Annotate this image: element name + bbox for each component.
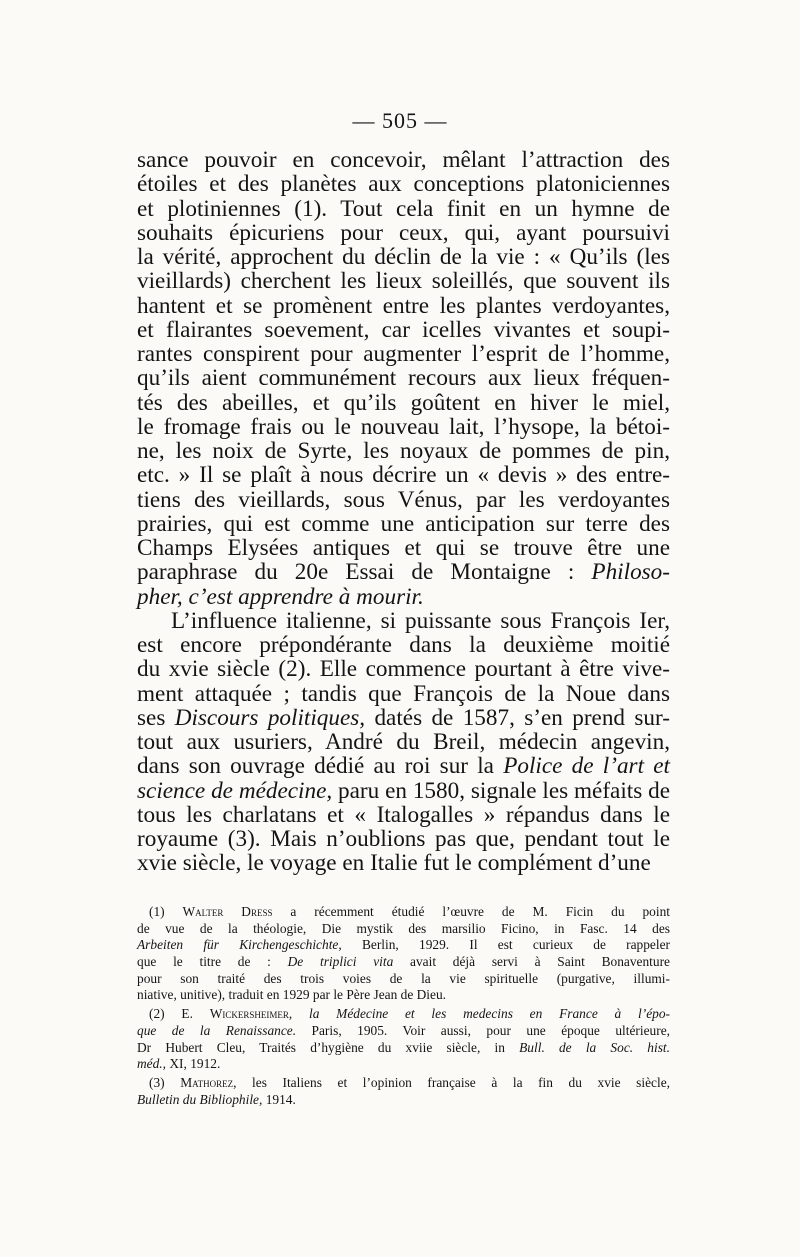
italic-text: De triplici vita	[287, 954, 394, 970]
text-line	[137, 779, 670, 803]
footnote-line	[137, 1040, 670, 1057]
body-text	[137, 148, 670, 876]
text-span: paru en 1580, signale les méfaits de	[332, 777, 670, 804]
italic-text: Philoso-	[591, 559, 670, 586]
text-line: est encore prépondérante dans la deuxième moitié	[137, 632, 670, 658]
text-line: sance pouvoir en concevoir, mêlant l’attraction des	[137, 147, 670, 173]
text-line	[137, 585, 670, 609]
text-line: et flairantes soevement, car icelles vivantes et soupi-	[137, 316, 670, 343]
text-line: tés des abeilles, et qu’ils goûtent en hiver le miel,	[137, 389, 670, 416]
text-line: tous les charlatans et « Italogalles » répandus dans le	[137, 801, 670, 828]
text-span: dans son ouvrage dédié au roi sur la	[137, 753, 504, 780]
text-span: (2) E.	[149, 1006, 210, 1022]
footnote-line: niative, unitive), traduit en 1929 par le Père Jean de Dieu.	[137, 987, 446, 1003]
text-line: étoiles et des planètes aux conceptions platoniciennes	[137, 171, 670, 198]
italic-text: Bulletin du Bibliophile,	[137, 1091, 263, 1107]
text-span: Paris, 1905. Voir aussi, pour une époque ultérieure,	[296, 1022, 670, 1038]
text-span: que le titre de :	[137, 954, 288, 970]
footnote-line: de vue de la théologie, Die mystik des marsilio Ficino, in Fasc. 14 des	[137, 920, 670, 936]
footnotes	[137, 904, 670, 1108]
text-line	[137, 754, 670, 778]
text-line	[137, 560, 670, 584]
italic-text: Discours politiques,	[174, 704, 366, 731]
author-name: Wickersheimer	[209, 1006, 289, 1022]
text-span: ses	[137, 704, 175, 731]
text-line: tiens des vieillards, sous Vénus, par les verdoyantes	[137, 486, 670, 513]
text-span: datés de 1587, s’en prend sur-	[365, 704, 670, 731]
italic-text: science de médecine,	[137, 777, 333, 804]
footnote-2	[137, 1006, 670, 1023]
text-line: royaume (3). Mais n’oublions pas que, pendant tout le	[137, 826, 670, 852]
footnote-line	[137, 937, 670, 954]
footnote-line: pour son traité des trois voies de la vie spirituelle (purgative, illumi-	[137, 970, 670, 986]
text-span: avait déjà servi à Saint Bonaventure	[393, 954, 670, 970]
text-line: ne, les noix de Syrte, les noyaux de pommes de pin,	[137, 438, 670, 464]
italic-text: pher, c’est apprendre à mourir.	[137, 583, 424, 610]
text-line: etc. » Il se plaît à nous décrire un « devis » des entre-	[137, 462, 670, 489]
footnote-line	[137, 1092, 670, 1109]
text-span: ,	[288, 1006, 309, 1022]
text-span: a récemment étudié l’œuvre de M. Ficin du point	[272, 904, 671, 919]
text-span: Dr Hubert Cleu, Traités d’hygiène du xviie siècle, in	[137, 1039, 520, 1055]
footnote-line	[137, 954, 670, 971]
page-number: — 505 —	[352, 108, 448, 133]
text-line: du xvie siècle (2). Elle commence pourtant à être vive-	[137, 656, 670, 683]
author-name: Mathorez	[180, 1074, 234, 1090]
text-line: rantes conspirent pour augmenter l’esprit de l’homme,	[137, 341, 670, 367]
italic-text: Arbeiten für Kirchengeschichte,	[137, 937, 342, 953]
text-span: (3)	[149, 1074, 181, 1090]
footnote-line	[137, 1056, 670, 1073]
text-line: ment attaquée ; tandis que François de la Noue dans	[137, 680, 670, 707]
italic-text: méd.,	[137, 1056, 167, 1072]
text-line: prairies, qui est comme une anticipation sur terre des	[137, 510, 670, 537]
text-span: Berlin, 1929. Il est curieux de rappeler	[341, 937, 671, 953]
text-line	[137, 706, 670, 730]
text-line: qu’ils aient communément recours aux lieux fréquen-	[137, 365, 670, 392]
text-line: souhaits épicuriens pour ceux, qui, ayant poursuivi	[137, 219, 670, 246]
text-line: Champs Elysées antiques et qui se trouve être une	[137, 535, 670, 561]
italic-text: Police de l’art et	[503, 753, 670, 780]
text-line: hantent et se promènent entre les plantes verdoyantes,	[137, 292, 670, 319]
italic-text: Bull. de la Soc. hist.	[519, 1039, 670, 1055]
text-span: (1)	[149, 904, 183, 919]
text-line: la vérité, approchent du déclin de la vie : « Qu’ils (les	[137, 244, 670, 270]
text-line: tout aux usuriers, André du Breil, médecin angevin,	[137, 729, 670, 755]
italic-text: que de la Renaissance.	[137, 1022, 297, 1038]
text-span: , les Italiens et l’opinion française à la fin du xvie siècle,	[233, 1074, 670, 1090]
text-line: et plotiniennes (1). Tout cela finit en un hymne de	[137, 195, 670, 222]
text-span: 1914.	[262, 1091, 296, 1107]
text-line: L’influence italienne, si puissante sous François Ier,	[171, 607, 670, 634]
text-line: xvie siècle, le voyage en Italie fut le complément d’une	[137, 850, 651, 877]
italic-text: la Médecine et les medecins en France à l’épo-	[308, 1006, 670, 1022]
author-name: Walter Dress	[182, 904, 273, 919]
text-line: vieillards) cherchent les lieux soleillés, que souvent ils	[137, 268, 670, 295]
footnote-1	[137, 904, 670, 921]
footnote-line	[137, 1023, 670, 1040]
footnote-3	[137, 1075, 670, 1092]
text-span: paraphrase du 20e Essai de Montaigne :	[137, 559, 592, 586]
text-span: XI, 1912.	[166, 1056, 221, 1072]
text-line: le fromage frais ou le nouveau lait, l’hysope, la bétoi-	[137, 413, 670, 440]
